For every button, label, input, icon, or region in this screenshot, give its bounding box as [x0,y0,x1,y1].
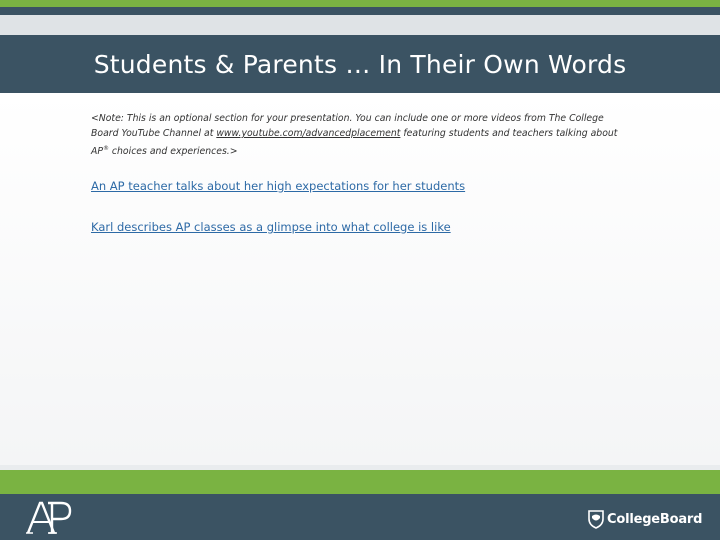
college-board-logo [588,508,702,530]
bottom-accent-stripe [0,470,720,494]
top-dark-stripe [0,7,720,15]
slide-title: Students & Parents … In Their Own Words [93,49,627,79]
slide-content [0,93,720,465]
video-link-karl-college[interactable]: Karl describes AP classes as a glimpse into what college is like [91,220,451,234]
acorn-shield-icon [588,509,604,529]
title-bar [0,35,720,93]
note-text-pre: <Note: This is an optional section for your presentation. You can include one or more videos from The College Board YouTube Channel at [91,113,604,139]
youtube-channel-link[interactable]: www.youtube.com/advancedplacement [216,128,401,139]
note-text-post: choices and experiences.> [108,146,238,158]
presenter-note [91,111,631,159]
college-board-wordmark: CollegeBoard [607,511,703,527]
registered-mark: ® [102,145,109,152]
top-accent-stripe [0,0,720,7]
top-light-band [0,15,720,35]
ap-logo [26,499,72,537]
note-text-mid: featuring students and teachers talking about AP [91,128,618,158]
video-link-teacher-expectations[interactable]: An AP teacher talks about her high expectations for her students [91,179,466,193]
